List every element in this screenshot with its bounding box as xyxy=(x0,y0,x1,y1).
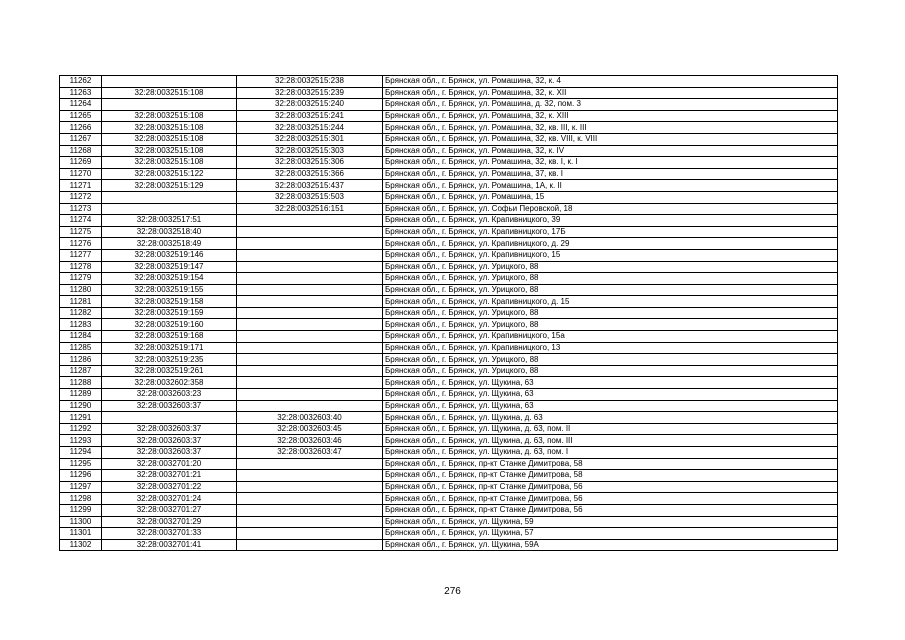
parcel-cadastral-number-cell: 32:28:0032519:235 xyxy=(102,354,237,366)
parcel-cadastral-number-cell: 32:28:0032701:33 xyxy=(102,528,237,540)
row-number-cell: 11291 xyxy=(60,412,102,424)
address-cell: Брянская обл., г. Брянск, ул. Щукина, 59 xyxy=(383,516,838,528)
parcel-cadastral-number-cell: 32:28:0032603:37 xyxy=(102,447,237,459)
object-cadastral-number-cell xyxy=(237,307,383,319)
table-row xyxy=(60,470,838,482)
table-row xyxy=(60,261,838,273)
address-cell: Брянская обл., г. Брянск, ул. Урицкого, 88 xyxy=(383,365,838,377)
parcel-cadastral-number-cell: 32:28:0032701:27 xyxy=(102,504,237,516)
parcel-cadastral-number-cell xyxy=(102,76,237,88)
parcel-cadastral-number-cell: 32:28:0032701:22 xyxy=(102,481,237,493)
table-row xyxy=(60,447,838,459)
table-row xyxy=(60,203,838,215)
object-cadastral-number-cell: 32:28:0032603:45 xyxy=(237,423,383,435)
parcel-cadastral-number-cell xyxy=(102,99,237,111)
object-cadastral-number-cell xyxy=(237,284,383,296)
address-cell: Брянская обл., г. Брянск, ул. Ромашина, 15 xyxy=(383,191,838,203)
parcel-cadastral-number-cell: 32:28:0032515:108 xyxy=(102,157,237,169)
object-cadastral-number-cell xyxy=(237,319,383,331)
address-cell: Брянская обл., г. Брянск, ул. Крапивницкого, 39 xyxy=(383,215,838,227)
row-number-cell: 11282 xyxy=(60,307,102,319)
object-cadastral-number-cell xyxy=(237,261,383,273)
object-cadastral-number-cell: 32:28:0032515:503 xyxy=(237,191,383,203)
parcel-cadastral-number-cell: 32:28:0032519:168 xyxy=(102,331,237,343)
parcel-cadastral-number-cell: 32:28:0032603:37 xyxy=(102,435,237,447)
row-number-cell: 11271 xyxy=(60,180,102,192)
object-cadastral-number-cell xyxy=(237,377,383,389)
address-cell: Брянская обл., г. Брянск, ул. Урицкого, 88 xyxy=(383,319,838,331)
table-row xyxy=(60,354,838,366)
table-row xyxy=(60,191,838,203)
address-cell: Брянская обл., г. Брянск, ул. Крапивницкого, 13 xyxy=(383,342,838,354)
table-row xyxy=(60,238,838,250)
table-row xyxy=(60,389,838,401)
object-cadastral-number-cell xyxy=(237,215,383,227)
parcel-cadastral-number-cell: 32:28:0032701:24 xyxy=(102,493,237,505)
table-row xyxy=(60,110,838,122)
table-row xyxy=(60,296,838,308)
parcel-cadastral-number-cell: 32:28:0032515:108 xyxy=(102,145,237,157)
object-cadastral-number-cell xyxy=(237,400,383,412)
table-row xyxy=(60,284,838,296)
address-cell: Брянская обл., г. Брянск, ул. Щукина, д. 63, пом. I xyxy=(383,447,838,459)
row-number-cell: 11292 xyxy=(60,423,102,435)
address-cell: Брянская обл., г. Брянск, ул. Ромашина, 32, к. 4 xyxy=(383,76,838,88)
parcel-cadastral-number-cell: 32:28:0032603:37 xyxy=(102,400,237,412)
row-number-cell: 11300 xyxy=(60,516,102,528)
row-number-cell: 11295 xyxy=(60,458,102,470)
row-number-cell: 11287 xyxy=(60,365,102,377)
table-row xyxy=(60,249,838,261)
address-cell: Брянская обл., г. Брянск, ул. Щукина, 63 xyxy=(383,377,838,389)
parcel-cadastral-number-cell: 32:28:0032519:155 xyxy=(102,284,237,296)
object-cadastral-number-cell xyxy=(237,539,383,551)
object-cadastral-number-cell: 32:28:0032515:238 xyxy=(237,76,383,88)
table-row xyxy=(60,215,838,227)
object-cadastral-number-cell: 32:28:0032515:241 xyxy=(237,110,383,122)
object-cadastral-number-cell: 32:28:0032515:301 xyxy=(237,133,383,145)
address-cell: Брянская обл., г. Брянск, ул. Ромашина, 32, кв. I, к. I xyxy=(383,157,838,169)
object-cadastral-number-cell xyxy=(237,528,383,540)
object-cadastral-number-cell xyxy=(237,273,383,285)
table-row xyxy=(60,180,838,192)
row-number-cell: 11262 xyxy=(60,76,102,88)
row-number-cell: 11273 xyxy=(60,203,102,215)
parcel-cadastral-number-cell: 32:28:0032519:160 xyxy=(102,319,237,331)
address-cell: Брянская обл., г. Брянск, ул. Урицкого, 88 xyxy=(383,273,838,285)
table-row xyxy=(60,133,838,145)
address-cell: Брянская обл., г. Брянск, ул. Щукина, д. 63, пом. III xyxy=(383,435,838,447)
object-cadastral-number-cell xyxy=(237,331,383,343)
row-number-cell: 11266 xyxy=(60,122,102,134)
object-cadastral-number-cell xyxy=(237,249,383,261)
address-cell: Брянская обл., г. Брянск, ул. Щукина, 59А xyxy=(383,539,838,551)
row-number-cell: 11264 xyxy=(60,99,102,111)
object-cadastral-number-cell: 32:28:0032516:151 xyxy=(237,203,383,215)
row-number-cell: 11278 xyxy=(60,261,102,273)
table-row xyxy=(60,435,838,447)
parcel-cadastral-number-cell: 32:28:0032701:20 xyxy=(102,458,237,470)
row-number-cell: 11302 xyxy=(60,539,102,551)
object-cadastral-number-cell: 32:28:0032515:437 xyxy=(237,180,383,192)
address-cell: Брянская обл., г. Брянск, ул. Щукина, 63 xyxy=(383,400,838,412)
row-number-cell: 11293 xyxy=(60,435,102,447)
address-cell: Брянская обл., г. Брянск, ул. Ромашина, 32, кв. III, к. III xyxy=(383,122,838,134)
parcel-cadastral-number-cell: 32:28:0032515:122 xyxy=(102,168,237,180)
page-number: 276 xyxy=(444,586,461,597)
parcel-cadastral-number-cell: 32:28:0032515:108 xyxy=(102,122,237,134)
row-number-cell: 11288 xyxy=(60,377,102,389)
object-cadastral-number-cell: 32:28:0032515:306 xyxy=(237,157,383,169)
address-cell: Брянская обл., г. Брянск, ул. Ромашина, д. 32, пом. 3 xyxy=(383,99,838,111)
parcel-cadastral-number-cell: 32:28:0032515:129 xyxy=(102,180,237,192)
table-row xyxy=(60,76,838,88)
table-row xyxy=(60,87,838,99)
table-row xyxy=(60,481,838,493)
object-cadastral-number-cell: 32:28:0032515:239 xyxy=(237,87,383,99)
address-cell: Брянская обл., г. Брянск, пр-кт Станке Димитрова, 56 xyxy=(383,481,838,493)
object-cadastral-number-cell: 32:28:0032603:47 xyxy=(237,447,383,459)
table-row xyxy=(60,412,838,424)
parcel-cadastral-number-cell: 32:28:0032701:41 xyxy=(102,539,237,551)
table-row xyxy=(60,168,838,180)
parcel-cadastral-number-cell: 32:28:0032701:21 xyxy=(102,470,237,482)
row-number-cell: 11277 xyxy=(60,249,102,261)
object-cadastral-number-cell xyxy=(237,389,383,401)
address-cell: Брянская обл., г. Брянск, пр-кт Станке Димитрова, 58 xyxy=(383,458,838,470)
table-row xyxy=(60,539,838,551)
table-row xyxy=(60,226,838,238)
row-number-cell: 11296 xyxy=(60,470,102,482)
parcel-cadastral-number-cell: 32:28:0032515:108 xyxy=(102,110,237,122)
object-cadastral-number-cell xyxy=(237,481,383,493)
table-row xyxy=(60,504,838,516)
address-cell: Брянская обл., г. Брянск, ул. Софьи Перовской, 18 xyxy=(383,203,838,215)
table-row xyxy=(60,365,838,377)
object-cadastral-number-cell xyxy=(237,238,383,250)
table-row xyxy=(60,145,838,157)
row-number-cell: 11268 xyxy=(60,145,102,157)
parcel-cadastral-number-cell: 32:28:0032519:171 xyxy=(102,342,237,354)
row-number-cell: 11269 xyxy=(60,157,102,169)
address-cell: Брянская обл., г. Брянск, ул. Крапивницкого, 17Б xyxy=(383,226,838,238)
parcel-cadastral-number-cell xyxy=(102,191,237,203)
address-cell: Брянская обл., г. Брянск, пр-кт Станке Димитрова, 58 xyxy=(383,470,838,482)
object-cadastral-number-cell xyxy=(237,296,383,308)
object-cadastral-number-cell xyxy=(237,493,383,505)
address-cell: Брянская обл., г. Брянск, ул. Щукина, 63 xyxy=(383,389,838,401)
object-cadastral-number-cell xyxy=(237,516,383,528)
registry-table-body xyxy=(60,76,838,551)
parcel-cadastral-number-cell: 32:28:0032519:147 xyxy=(102,261,237,273)
parcel-cadastral-number-cell: 32:28:0032603:37 xyxy=(102,423,237,435)
table-row xyxy=(60,307,838,319)
address-cell: Брянская обл., г. Брянск, ул. Урицкого, 88 xyxy=(383,284,838,296)
object-cadastral-number-cell xyxy=(237,470,383,482)
address-cell: Брянская обл., г. Брянск, ул. Ромашина, 32, к. XIII xyxy=(383,110,838,122)
parcel-cadastral-number-cell: 32:28:0032701:29 xyxy=(102,516,237,528)
object-cadastral-number-cell xyxy=(237,365,383,377)
object-cadastral-number-cell xyxy=(237,354,383,366)
object-cadastral-number-cell: 32:28:0032603:40 xyxy=(237,412,383,424)
parcel-cadastral-number-cell xyxy=(102,412,237,424)
row-number-cell: 11267 xyxy=(60,133,102,145)
row-number-cell: 11285 xyxy=(60,342,102,354)
parcel-cadastral-number-cell: 32:28:0032515:108 xyxy=(102,133,237,145)
row-number-cell: 11298 xyxy=(60,493,102,505)
parcel-cadastral-number-cell: 32:28:0032602:358 xyxy=(102,377,237,389)
parcel-cadastral-number-cell: 32:28:0032518:40 xyxy=(102,226,237,238)
row-number-cell: 11281 xyxy=(60,296,102,308)
parcel-cadastral-number-cell: 32:28:0032519:159 xyxy=(102,307,237,319)
parcel-cadastral-number-cell: 32:28:0032603:23 xyxy=(102,389,237,401)
table-row xyxy=(60,423,838,435)
address-cell: Брянская обл., г. Брянск, ул. Урицкого, 88 xyxy=(383,261,838,273)
registry-table xyxy=(59,75,838,551)
address-cell: Брянская обл., г. Брянск, пр-кт Станке Димитрова, 56 xyxy=(383,504,838,516)
address-cell: Брянская обл., г. Брянск, ул. Щукина, 57 xyxy=(383,528,838,540)
row-number-cell: 11263 xyxy=(60,87,102,99)
row-number-cell: 11265 xyxy=(60,110,102,122)
table-row xyxy=(60,99,838,111)
row-number-cell: 11289 xyxy=(60,389,102,401)
row-number-cell: 11272 xyxy=(60,191,102,203)
parcel-cadastral-number-cell: 32:28:0032515:108 xyxy=(102,87,237,99)
table-row xyxy=(60,331,838,343)
row-number-cell: 11270 xyxy=(60,168,102,180)
address-cell: Брянская обл., г. Брянск, ул. Ромашина, 1А, к. II xyxy=(383,180,838,192)
table-row xyxy=(60,122,838,134)
parcel-cadastral-number-cell: 32:28:0032519:146 xyxy=(102,249,237,261)
table-row xyxy=(60,458,838,470)
table-row xyxy=(60,273,838,285)
address-cell: Брянская обл., г. Брянск, ул. Крапивницкого, 15 xyxy=(383,249,838,261)
table-row xyxy=(60,528,838,540)
row-number-cell: 11286 xyxy=(60,354,102,366)
object-cadastral-number-cell: 32:28:0032515:366 xyxy=(237,168,383,180)
table-row xyxy=(60,342,838,354)
address-cell: Брянская обл., г. Брянск, ул. Щукина, д. 63, пом. II xyxy=(383,423,838,435)
object-cadastral-number-cell: 32:28:0032603:46 xyxy=(237,435,383,447)
object-cadastral-number-cell xyxy=(237,458,383,470)
row-number-cell: 11290 xyxy=(60,400,102,412)
parcel-cadastral-number-cell: 32:28:0032519:261 xyxy=(102,365,237,377)
row-number-cell: 11280 xyxy=(60,284,102,296)
table-row xyxy=(60,493,838,505)
parcel-cadastral-number-cell: 32:28:0032519:158 xyxy=(102,296,237,308)
object-cadastral-number-cell: 32:28:0032515:303 xyxy=(237,145,383,157)
object-cadastral-number-cell: 32:28:0032515:244 xyxy=(237,122,383,134)
table-row xyxy=(60,400,838,412)
row-number-cell: 11297 xyxy=(60,481,102,493)
object-cadastral-number-cell xyxy=(237,504,383,516)
table-row xyxy=(60,157,838,169)
table-row xyxy=(60,377,838,389)
address-cell: Брянская обл., г. Брянск, ул. Крапивницкого, д. 15 xyxy=(383,296,838,308)
address-cell: Брянская обл., г. Брянск, ул. Ромашина, 32, кв. VIII, к. VIII xyxy=(383,133,838,145)
row-number-cell: 11279 xyxy=(60,273,102,285)
row-number-cell: 11283 xyxy=(60,319,102,331)
row-number-cell: 11274 xyxy=(60,215,102,227)
parcel-cadastral-number-cell xyxy=(102,203,237,215)
row-number-cell: 11301 xyxy=(60,528,102,540)
address-cell: Брянская обл., г. Брянск, ул. Ромашина, 37, кв. I xyxy=(383,168,838,180)
address-cell: Брянская обл., г. Брянск, ул. Урицкого, 88 xyxy=(383,307,838,319)
row-number-cell: 11294 xyxy=(60,447,102,459)
row-number-cell: 11299 xyxy=(60,504,102,516)
row-number-cell: 11276 xyxy=(60,238,102,250)
object-cadastral-number-cell xyxy=(237,342,383,354)
parcel-cadastral-number-cell: 32:28:0032517:51 xyxy=(102,215,237,227)
row-number-cell: 11275 xyxy=(60,226,102,238)
object-cadastral-number-cell xyxy=(237,226,383,238)
address-cell: Брянская обл., г. Брянск, пр-кт Станке Димитрова, 56 xyxy=(383,493,838,505)
address-cell: Брянская обл., г. Брянск, ул. Крапивницкого, 15а xyxy=(383,331,838,343)
address-cell: Брянская обл., г. Брянск, ул. Урицкого, 88 xyxy=(383,354,838,366)
row-number-cell: 11284 xyxy=(60,331,102,343)
address-cell: Брянская обл., г. Брянск, ул. Крапивницкого, д. 29 xyxy=(383,238,838,250)
parcel-cadastral-number-cell: 32:28:0032518:49 xyxy=(102,238,237,250)
object-cadastral-number-cell: 32:28:0032515:240 xyxy=(237,99,383,111)
table-row xyxy=(60,516,838,528)
address-cell: Брянская обл., г. Брянск, ул. Ромашина, 32, к. IV xyxy=(383,145,838,157)
table-row xyxy=(60,319,838,331)
address-cell: Брянская обл., г. Брянск, ул. Ромашина, 32, к. XII xyxy=(383,87,838,99)
parcel-cadastral-number-cell: 32:28:0032519:154 xyxy=(102,273,237,285)
address-cell: Брянская обл., г. Брянск, ул. Щукина, д. 63 xyxy=(383,412,838,424)
